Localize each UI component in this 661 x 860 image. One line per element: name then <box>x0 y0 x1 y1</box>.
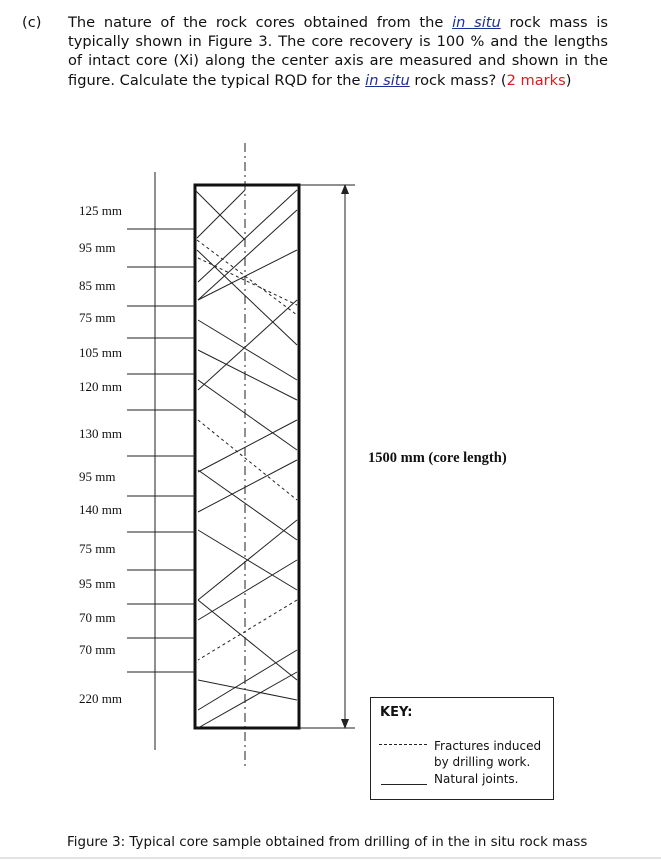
natural-joint-line <box>198 210 297 300</box>
segment-label: 95 mm <box>79 576 116 591</box>
page-divider <box>0 857 661 859</box>
natural-joint-line <box>198 190 297 282</box>
segment-label: 95 mm <box>79 469 116 484</box>
natural-joint-line <box>198 300 297 390</box>
natural-joint-line <box>198 350 297 400</box>
natural-joint-line <box>198 380 297 450</box>
key-title: KEY: <box>380 705 413 720</box>
segment-labels <box>79 203 122 706</box>
drilling-fracture-line <box>198 600 297 660</box>
drilling-fracture-line <box>197 240 297 315</box>
core-length-label: 1500 mm (core length) <box>368 450 507 466</box>
figure-caption: Figure 3: Typical core sample obtained from drilling of in the in situ rock mass <box>67 835 588 850</box>
natural-joints-label: Natural joints. <box>434 772 519 786</box>
question-label: (c) <box>22 14 42 31</box>
question-text-part-2: rock mass is typically shown in Figure 3. The core recovery is 100 % and the lengths of intact core (Xi) along the center axis are measured and shown in the figure. Calculate the typical RQD for the <box>68 14 608 89</box>
induced-fractures-label: Fractures induced by drilling work. <box>434 739 542 769</box>
segment-label: 85 mm <box>79 278 116 293</box>
in-situ-term-2: in situ <box>365 71 410 89</box>
segment-label: 105 mm <box>79 345 122 360</box>
natural-joint-line <box>198 600 297 680</box>
natural-joint-line <box>198 460 297 512</box>
question-text-part-4: ) <box>565 71 572 89</box>
segment-label: 120 mm <box>79 379 122 394</box>
segment-boundary-ticks <box>127 229 195 672</box>
segment-label: 70 mm <box>79 642 116 657</box>
segment-label: 220 mm <box>79 691 122 706</box>
joint-lines <box>195 190 297 728</box>
segment-label: 75 mm <box>79 541 116 556</box>
segment-label: 75 mm <box>79 310 116 325</box>
natural-joint-line <box>198 320 297 380</box>
dashed-line-sample <box>379 744 427 745</box>
segment-label: 140 mm <box>79 502 122 517</box>
in-situ-term-1: in situ <box>452 14 501 31</box>
marks-label: 2 marks <box>506 71 566 89</box>
key-box <box>370 697 554 800</box>
natural-joint-line <box>198 680 297 700</box>
core-outline <box>195 185 299 728</box>
question-text-part-1: The nature of the rock cores obtained from the <box>68 14 453 31</box>
natural-joint-line <box>198 250 297 300</box>
segment-label: 95 mm <box>79 240 116 255</box>
segment-label: 130 mm <box>79 426 122 441</box>
segment-label: 125 mm <box>79 203 122 218</box>
drilling-fracture-line <box>198 420 297 500</box>
natural-joint-line <box>198 520 297 600</box>
segment-label: 70 mm <box>79 610 116 625</box>
natural-joint-line <box>198 560 297 620</box>
natural-joint-line <box>197 190 245 238</box>
question-text-part-3: rock mass? ( <box>409 71 507 89</box>
natural-joint-line <box>198 420 297 472</box>
natural-joint-line <box>198 470 297 540</box>
solid-line-sample <box>381 784 427 785</box>
